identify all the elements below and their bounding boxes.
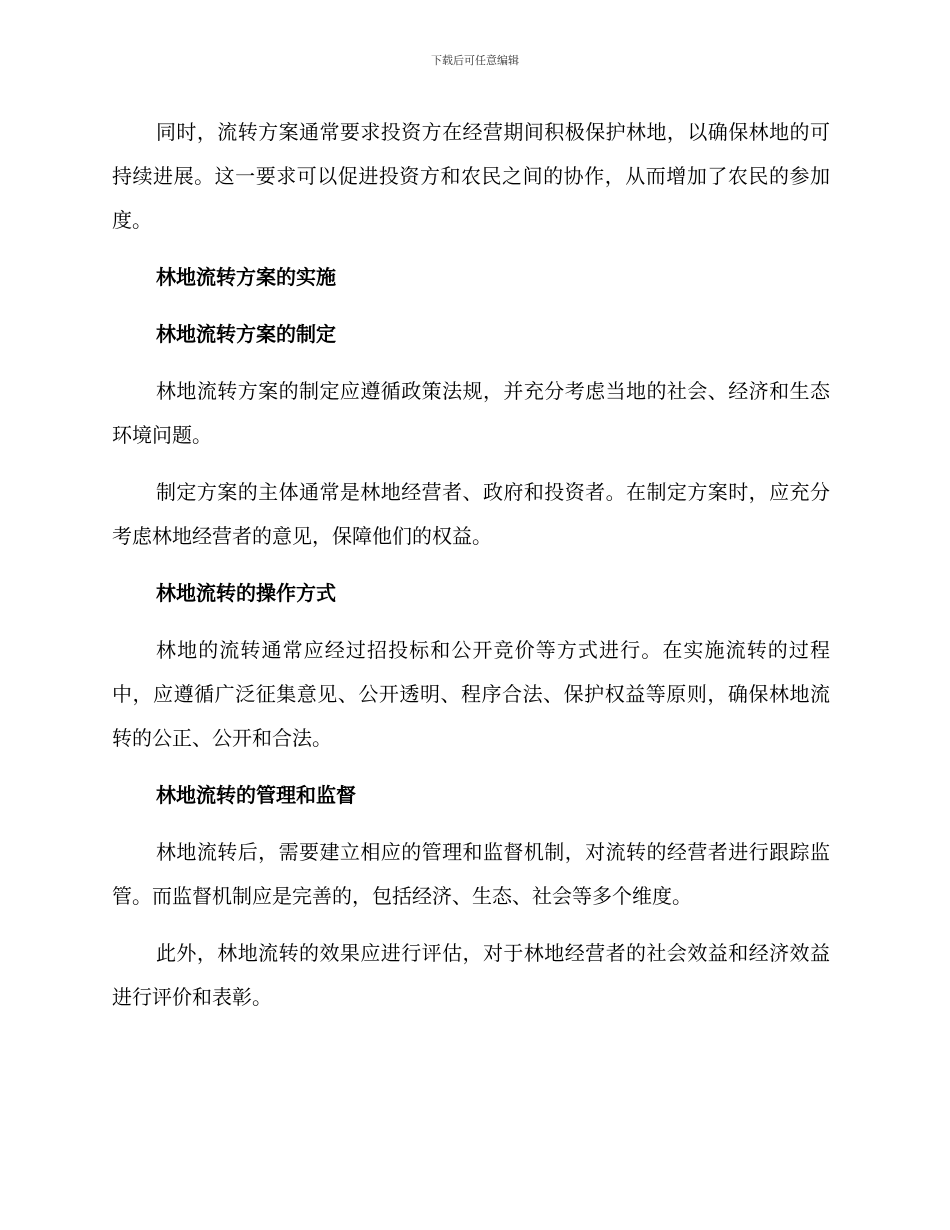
section-heading: 林地流转方案的制定	[156, 322, 336, 346]
paragraph: 林地流转方案的制定应遵循政策法规，并充分考虑当地的社会、经济和生态环境问题。	[112, 379, 830, 447]
paragraph: 林地的流转通常应经过招投标和公开竞价等方式进行。在实施流转的过程中，应遵循广泛征集意见、公开透明、程序合法、保护权益等原则，确保林地流转的公正、公开和合法。	[112, 638, 830, 750]
section-heading: 林地流转的操作方式	[156, 581, 336, 605]
section-heading: 林地流转的管理和监督	[156, 783, 356, 807]
paragraph: 林地流转后，需要建立相应的管理和监督机制，对流转的经营者进行跟踪监管。而监督机制应是完善的，包括经济、生态、社会等多个维度。	[112, 840, 830, 908]
paragraph: 制定方案的主体通常是林地经营者、政府和投资者。在制定方案时，应充分考虑林地经营者的意见，保障他们的权益。	[112, 480, 830, 548]
page-header: 下载后可任意编辑	[431, 54, 519, 67]
paragraph: 同时，流转方案通常要求投资方在经营期间积极保护林地，以确保林地的可持续进展。这一要求可以促进投资方和农民之间的协作，从而增加了农民的参加度。	[112, 120, 830, 232]
section-heading: 林地流转方案的实施	[156, 265, 336, 289]
document-body	[112, 110, 830, 1032]
paragraph: 此外，林地流转的效果应进行评估，对于林地经营者的社会效益和经济效益进行评价和表彰。	[112, 941, 830, 1009]
